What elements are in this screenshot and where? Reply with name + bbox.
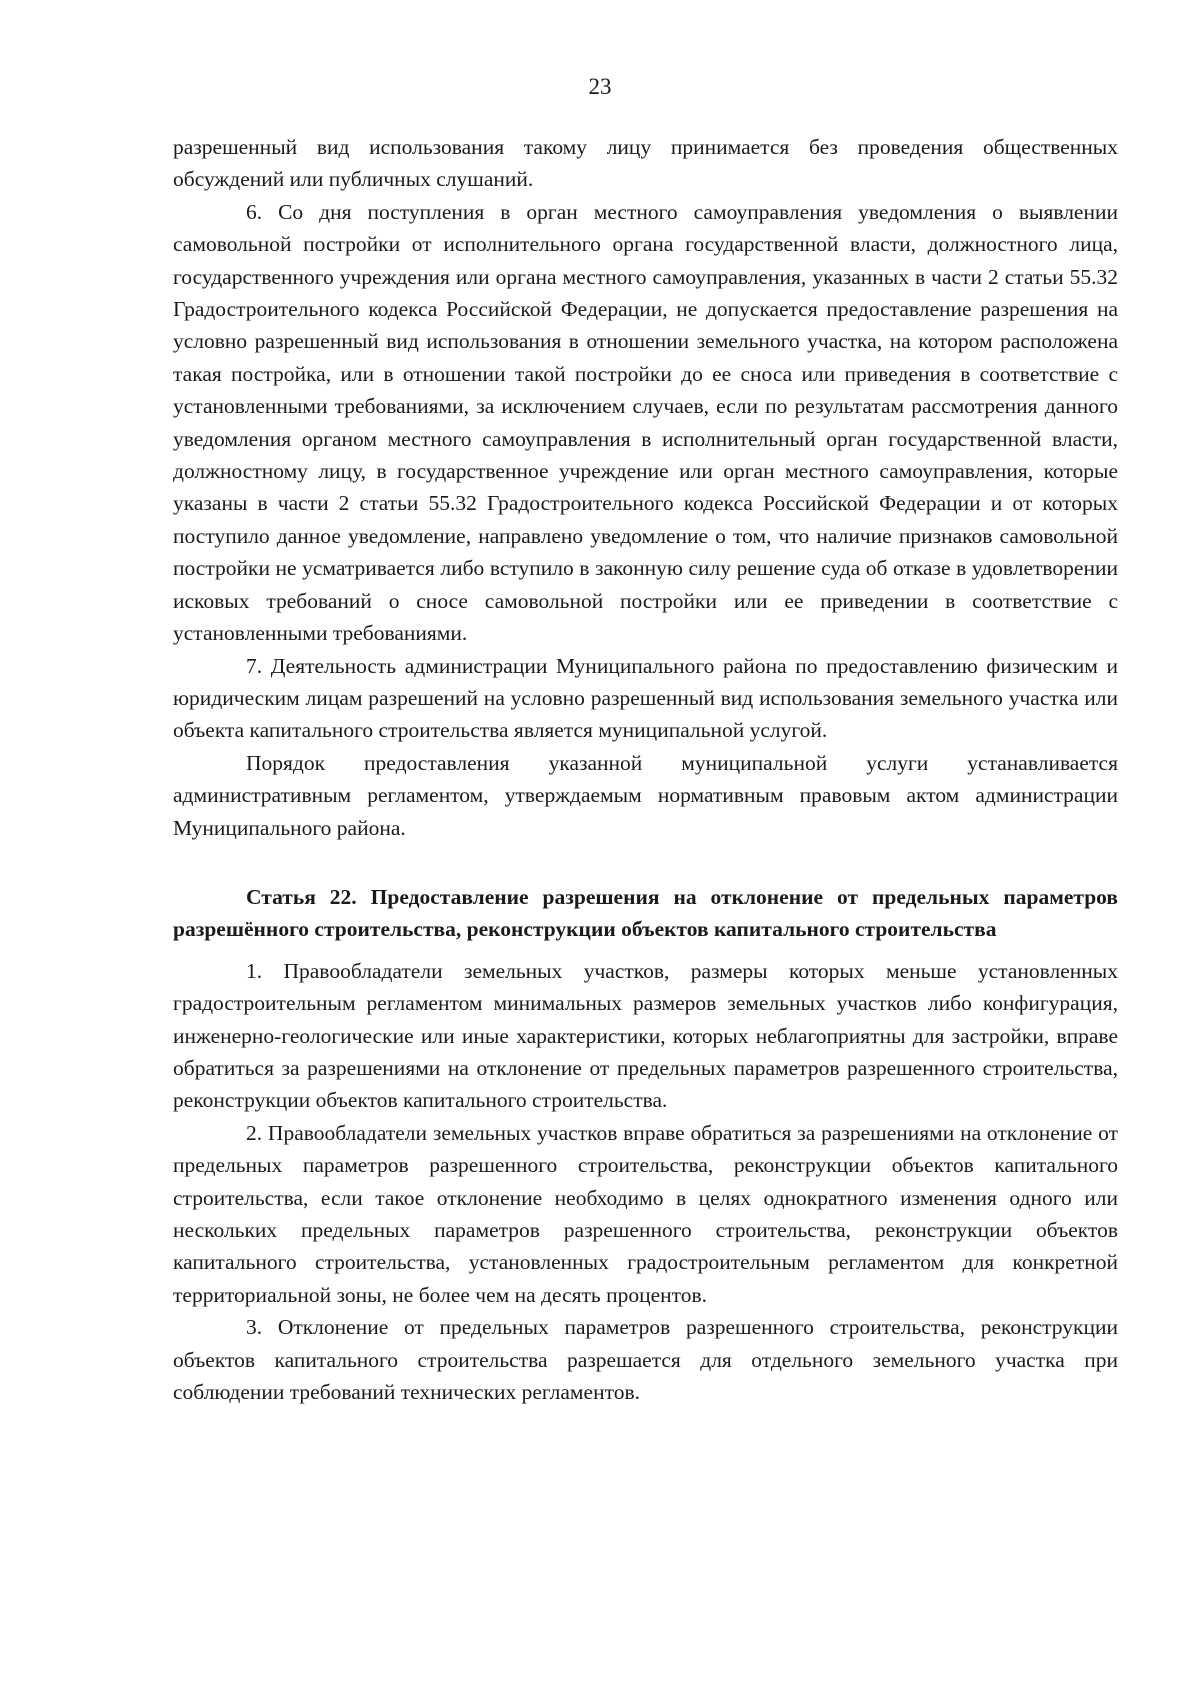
paragraph-continuation: разрешенный вид использования такому лицу принимается без проведения общественных обсуждений или публичных слушаний. (173, 135, 1118, 192)
article-22-item-1: 1. Правообладатели земельных участков, размеры которых меньше установленных градостроительным регламентом минимальных размеров земельных участков либо конфигурация, инженерно-геологические или иные характеристики, которых неблагоприятны для застройки, вправе обратиться за разрешениями на отклонение от предельных параметров разрешенного строительства, реконструкции объектов капитального строительства. (173, 958, 1118, 1113)
paragraph-item-7: 7. Деятельность администрации Муниципального района по предоставлению физическим и юридическим лицам разрешений на условно разрешенный вид использования земельного участка или объекта капитального строительства является муниципальной услугой. (173, 653, 1118, 743)
article-22-item-2: 2. Правообладатели земельных участков вправе обратиться за разрешениями на отклонение от предельных параметров разрешенного строительства, реконструкции объектов капитального строительства, если такое отклонение необходимо в целях однократного изменения одного или нескольких предельных параметров разрешенного строительства, реконструкции объектов капитального строительства, установленных градостроительным регламентом для конкретной территориальной зоны, не более чем на десять процентов. (173, 1120, 1118, 1307)
page-number: 23 (588, 74, 612, 99)
article-22-item-3: 3. Отклонение от предельных параметров разрешенного строительства, реконструкции объектов капитального строительства разрешается для отдельного земельного участка при соблюдении требований технических регламентов. (173, 1315, 1118, 1405)
article-22-heading: Статья 22. Предоставление разрешения на отклонение от предельных параметров разрешённого строительства, реконструкции объектов капитального строительства (173, 884, 1118, 942)
paragraph-item-6: 6. Со дня поступления в орган местного самоуправления уведомления о выявлении самовольной постройки от исполнительного органа государственной власти, должностного лица, государственного учреждения или органа местного самоуправления, указанных в части 2 статьи 55.32 Градостроительного кодекса Российской Федерации, не допускается предоставление разрешения на условно разрешенный вид использования в отношении земельного участка, на котором расположена такая постройка, или в отношении такой постройки до ее сноса или приведения в соответствие с установленными требованиями, за исключением случаев, если по результатам рассмотрения данного уведомления органом местного самоуправления в исполнительный орган государственной власти, должностному лицу, в государственное учреждение или орган местного самоуправления, которые указаны в части 2 статьи 55.32 Градостроительного кодекса Российской Федерации и от которых поступило данное уведомление, направлено уведомление о том, что наличие признаков самовольной постройки не усматривается либо вступило в законную силу решение суда об отказе в удовлетворении исковых требований о сносе самовольной постройки или ее приведении в соответствие с установленными требованиями. (173, 199, 1118, 646)
paragraph-procedure: Порядок предоставления указанной муниципальной услуги устанавливается административным регламентом, утверждаемым нормативным правовым актом администрации Муниципального района. (173, 750, 1118, 840)
document-body (173, 131, 1118, 1408)
